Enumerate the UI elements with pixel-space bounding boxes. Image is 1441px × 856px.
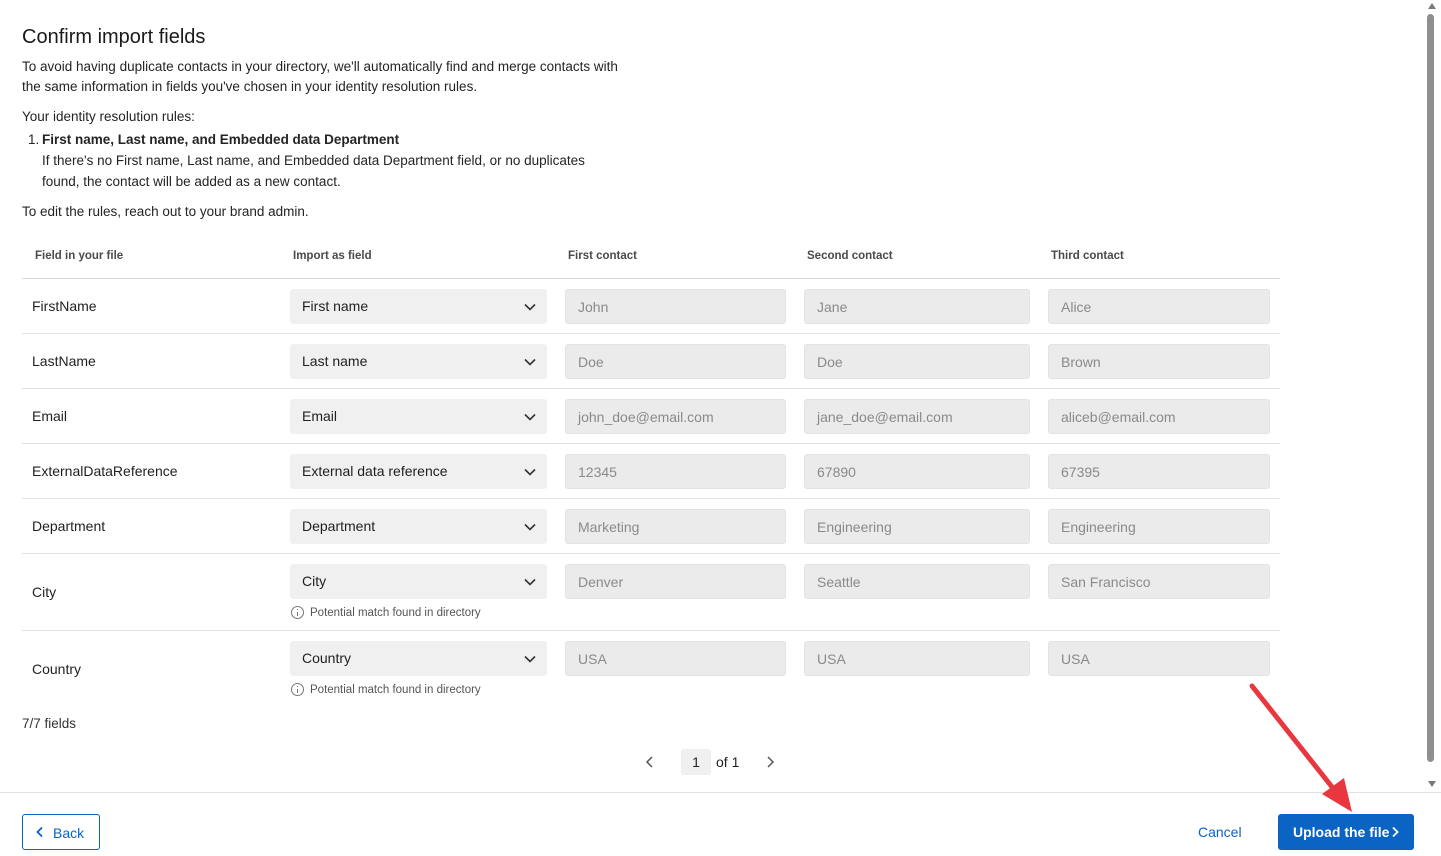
cancel-button[interactable]: Cancel [1198,824,1242,840]
table-row [22,334,1280,389]
first-contact-value [565,564,786,599]
potential-match-note [291,606,481,619]
import-as-value: First name [302,298,369,314]
third-contact-value [1048,641,1270,676]
scrollbar-thumb[interactable] [1427,14,1434,762]
third-contact-value [1048,399,1270,434]
header-field-in-file: Field in your file [35,250,124,262]
cell-text: Marketing [578,519,640,535]
cell-text: San Francisco [1061,574,1151,590]
chevron-down-icon [523,355,537,369]
file-field-name: Country [32,661,82,677]
info-icon [291,683,304,696]
intro-text: To avoid having duplicate contacts in your directory, we'll automatically find and merge contacts with the same information in fields you've chosen in your identity resolution rules. [22,59,618,94]
chevron-left-icon[interactable] [640,754,660,770]
first-contact-value [565,641,786,676]
cell-text: USA [578,651,607,667]
upload-file-button[interactable] [1278,814,1414,850]
cell-text: 67890 [817,464,856,480]
import-fields-table [22,240,1280,708]
chevron-right-icon [1390,826,1400,838]
third-contact-value [1048,454,1270,489]
import-as-value: Last name [302,353,368,369]
upload-button-label: Upload the file [1293,824,1390,840]
page-number-input[interactable]: 1 [681,749,711,775]
file-field-name: ExternalDataReference [32,463,178,479]
import-as-value: Email [302,408,338,424]
cell-text: 67395 [1061,464,1100,480]
scroll-up-arrow[interactable] [1428,3,1436,9]
table-row [22,631,1280,708]
cell-text: aliceb@email.com [1061,409,1176,425]
import-as-value: Country [302,650,352,666]
cell-text: Engineering [817,519,892,535]
cell-text: 12345 [578,464,617,480]
table-row [22,554,1280,631]
chevron-down-icon [523,520,537,534]
chevron-down-icon [523,465,537,479]
import-as-select[interactable] [290,564,547,599]
second-contact-value [804,641,1030,676]
first-contact-value [565,399,786,434]
match-note-text: Potential match found in directory [310,683,481,696]
cell-text: John [578,299,609,315]
file-field-name: Department [32,518,106,534]
first-contact-value [565,509,786,544]
page-title: Confirm import fields [22,26,206,48]
import-as-value: City [302,573,327,589]
cell-text: Doe [817,354,843,370]
match-note-text: Potential match found in directory [310,606,481,619]
import-as-select[interactable] [290,641,547,676]
page-total: of 1 [716,754,740,770]
scroll-down-arrow[interactable] [1428,781,1436,787]
cell-text: Denver [578,574,624,590]
second-contact-value [804,509,1030,544]
header-third-contact: Third contact [1051,250,1124,262]
import-as-value: Department [302,518,376,534]
file-field-name: FirstName [32,298,97,314]
cell-text: USA [817,651,846,667]
import-as-select[interactable] [290,344,547,379]
footer-bar [0,792,1441,856]
third-contact-value [1048,289,1270,324]
cell-text: Jane [817,299,848,315]
vertical-scrollbar[interactable] [1424,0,1441,792]
chevron-down-icon [523,652,537,666]
cell-text: jane_doe@email.com [817,409,953,425]
header-first-contact: First contact [568,250,638,262]
file-field-name: Email [32,408,68,424]
rule-title: First name, Last name, and Embedded data Department [42,132,400,147]
rule-description: If there's no First name, Last name, and Embedded data Department field, or no duplicates found, the contact will be added as a new contact. [42,153,585,189]
table-header [22,240,1280,279]
field-count: 7/7 fields [22,716,77,731]
third-contact-value [1048,509,1270,544]
first-contact-value [565,454,786,489]
import-as-select[interactable] [290,399,547,434]
table-row [22,279,1280,334]
file-field-name: LastName [32,353,96,369]
second-contact-value [804,399,1030,434]
header-second-contact: Second contact [807,250,893,262]
chevron-down-icon [523,300,537,314]
import-as-select[interactable] [290,509,547,544]
second-contact-value [804,454,1030,489]
rules-label: Your identity resolution rules: [22,109,195,124]
second-contact-value [804,289,1030,324]
import-as-select[interactable] [290,289,547,324]
chevron-left-icon [35,826,45,838]
file-field-name: City [32,584,57,600]
table-row [22,389,1280,444]
import-as-select[interactable] [290,454,547,489]
cell-text: john_doe@email.com [578,409,714,425]
back-button[interactable] [22,814,100,850]
second-contact-value [804,564,1030,599]
chevron-down-icon [523,410,537,424]
header-import-as: Import as field [293,250,372,262]
back-button-label: Back [53,825,85,841]
import-as-value: External data reference [302,463,448,479]
first-contact-value [565,289,786,324]
third-contact-value [1048,344,1270,379]
cell-text: Brown [1061,354,1101,370]
info-icon [291,606,304,619]
cell-text: Engineering [1061,519,1136,535]
cell-text: Seattle [817,574,861,590]
cell-text: USA [1061,651,1090,667]
potential-match-note [291,683,481,696]
first-contact-value [565,344,786,379]
cell-text: Doe [578,354,604,370]
third-contact-value [1048,564,1270,599]
edit-rules-note: To edit the rules, reach out to your brand admin. [22,204,309,219]
second-contact-value [804,344,1030,379]
table-row [22,499,1280,554]
cell-text: Alice [1061,299,1092,315]
rule-number: 1. [28,132,40,147]
chevron-down-icon [523,575,537,589]
table-row [22,444,1280,499]
chevron-right-icon[interactable] [760,754,780,770]
